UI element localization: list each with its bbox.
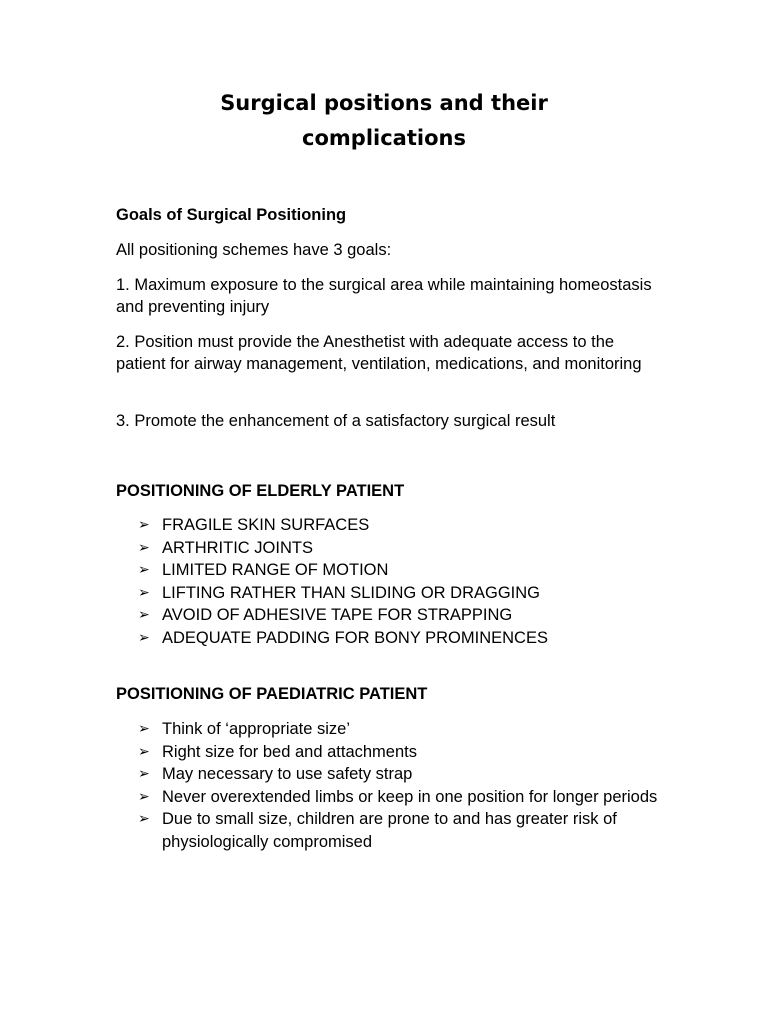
arrowhead-bullet-icon: ➢ <box>138 743 150 760</box>
arrowhead-bullet-icon: ➢ <box>138 788 150 805</box>
arrowhead-bullet-icon: ➢ <box>138 811 150 827</box>
list-item: ➢ ADEQUATE PADDING FOR BONY PROMINENCES <box>138 627 658 650</box>
arrowhead-bullet-icon: ➢ <box>138 607 150 623</box>
document-title-line-2: complications <box>302 126 466 150</box>
list-item: ➢ Right size for bed and attachments <box>138 741 658 764</box>
goal-item-2: 2. Position must provide the Anesthetist with adequate access to the patient for airway management, ventilation, medications, and monitoring <box>116 333 642 373</box>
arrowhead-bullet-icon: ➢ <box>138 629 150 646</box>
elderly-heading: POSITIONING OF ELDERLY PATIENT <box>116 482 405 500</box>
arrowhead-bullet-icon: ➢ <box>138 766 150 782</box>
goals-heading: Goals of Surgical Positioning <box>116 206 347 224</box>
goal-item-1: 1. Maximum exposure to the surgical area while maintaining homeostasis and preventing injury <box>116 276 652 316</box>
list-item: ➢ Think of ‘appropriate size’ <box>138 718 658 741</box>
list-item: ➢ LIMITED RANGE OF MOTION <box>138 559 658 582</box>
paediatric-heading: POSITIONING OF PAEDIATRIC PATIENT <box>116 685 428 703</box>
goals-intro: All positioning schemes have 3 goals: <box>116 241 392 259</box>
arrowhead-bullet-icon: ➢ <box>138 584 150 601</box>
list-item: ➢ Never overextended limbs or keep in one position for longer periods <box>138 786 658 809</box>
document-title-line-1: Surgical positions and their <box>220 91 548 115</box>
elderly-list <box>138 514 658 649</box>
arrowhead-bullet-icon: ➢ <box>138 539 150 556</box>
list-item: ➢ AVOID OF ADHESIVE TAPE FOR STRAPPING <box>138 604 658 627</box>
list-item: ➢ May necessary to use safety strap <box>138 763 658 786</box>
list-item: ➢ FRAGILE SKIN SURFACES <box>138 514 658 537</box>
arrowhead-bullet-icon: ➢ <box>138 517 150 533</box>
list-item: ➢ ARTHRITIC JOINTS <box>138 537 658 560</box>
list-item: ➢ LIFTING RATHER THAN SLIDING OR DRAGGING <box>138 582 658 605</box>
arrowhead-bullet-icon: ➢ <box>138 562 150 578</box>
arrowhead-bullet-icon: ➢ <box>138 721 150 737</box>
list-item: ➢ Due to small size, children are prone to and has greater risk of physiologically compromised <box>138 810 617 851</box>
paediatric-list <box>138 718 658 853</box>
goal-item-3: 3. Promote the enhancement of a satisfactory surgical result <box>116 412 556 430</box>
